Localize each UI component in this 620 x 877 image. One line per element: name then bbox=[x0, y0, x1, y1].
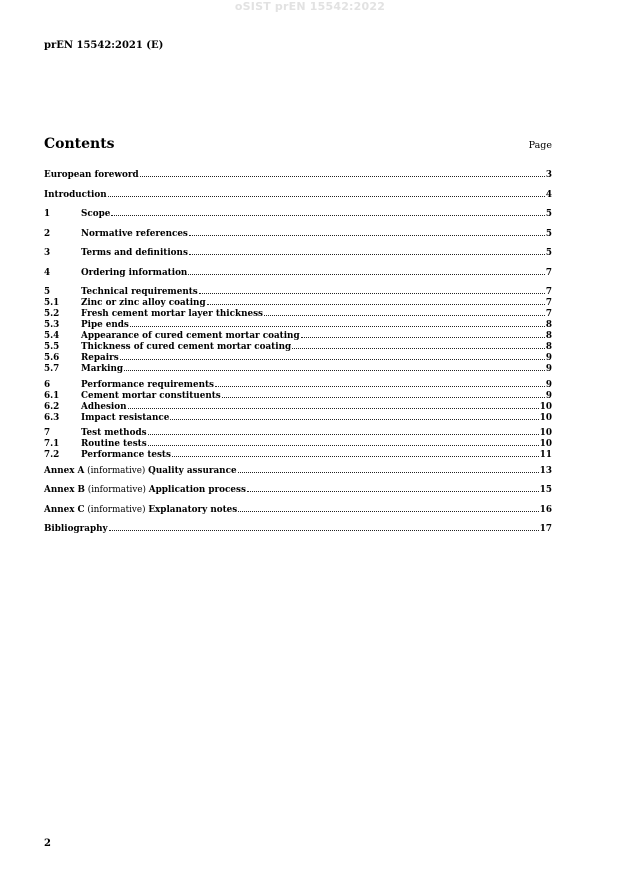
toc-entry-number: 7.2 bbox=[44, 450, 60, 461]
toc-entry-title-text: Test methods bbox=[81, 428, 147, 439]
dot-leader bbox=[128, 401, 539, 409]
toc-entry-page: 9 bbox=[545, 353, 552, 363]
toc-entry[interactable] bbox=[44, 247, 552, 258]
toc-entry[interactable] bbox=[44, 390, 552, 401]
toc-entry-title-text: European foreword bbox=[44, 170, 139, 180]
toc-entry-title-text: Technical requirements bbox=[81, 287, 198, 297]
toc-entry-title bbox=[81, 209, 110, 220]
toc-entry-number: 2 bbox=[44, 228, 51, 239]
toc-entry-title bbox=[81, 439, 147, 450]
toc-entry-title-text: Thickness of cured cement mortar coating bbox=[81, 342, 292, 352]
toc-entry-number: 6.3 bbox=[44, 412, 60, 423]
toc-entry-page: 7 bbox=[545, 309, 552, 319]
toc-entry-title-text: Ordering information bbox=[81, 267, 188, 278]
toc-entry[interactable] bbox=[44, 267, 552, 278]
toc-entry-title-text: Performance tests bbox=[81, 450, 171, 461]
toc-entry[interactable] bbox=[44, 504, 552, 515]
toc-entry-title-text: Bibliography bbox=[44, 524, 108, 535]
toc-entry-page: 9 bbox=[545, 390, 552, 401]
dot-leader bbox=[238, 465, 539, 473]
toc-entry-page: 5 bbox=[545, 209, 552, 219]
toc-entry-number: 5.5 bbox=[44, 342, 60, 352]
dot-leader bbox=[301, 330, 545, 338]
toc-entry-page: 7 bbox=[545, 267, 552, 278]
toc-entry-title bbox=[81, 331, 300, 342]
toc-entry-page: 10 bbox=[539, 401, 552, 412]
toc-entry-title-text: Normative references bbox=[81, 228, 188, 239]
annex-title: Quality assurance bbox=[148, 465, 237, 476]
toc-entry[interactable] bbox=[44, 330, 552, 341]
toc-entry-title bbox=[44, 170, 139, 181]
dot-leader bbox=[215, 379, 545, 387]
dot-leader bbox=[148, 427, 539, 435]
toc-entry-number: 5.4 bbox=[44, 331, 60, 341]
toc-entry-page: 10 bbox=[539, 412, 552, 423]
dot-leader bbox=[247, 484, 539, 492]
toc-entry-title bbox=[81, 413, 169, 424]
toc-entry[interactable] bbox=[44, 412, 552, 423]
toc-entry-title-text: Annex C bbox=[44, 504, 85, 515]
dot-leader bbox=[124, 363, 545, 371]
dot-leader bbox=[207, 297, 545, 305]
toc-entry-title-text: Terms and definitions bbox=[81, 248, 188, 258]
toc-entry-page: 8 bbox=[545, 331, 552, 341]
toc-entry-number: 6 bbox=[44, 379, 51, 390]
toc-entry[interactable] bbox=[44, 319, 552, 330]
toc-entry-number: 5 bbox=[44, 287, 51, 297]
document-id: prEN 15542:2021 (E) bbox=[44, 40, 164, 51]
toc-entry-number: 6.2 bbox=[44, 401, 60, 412]
toc-entry-page: 5 bbox=[545, 248, 552, 258]
toc-entry-title bbox=[81, 364, 123, 375]
toc-entry-title bbox=[81, 268, 187, 279]
toc-entry-number: 6.1 bbox=[44, 390, 60, 401]
dot-leader bbox=[189, 247, 545, 255]
dot-leader bbox=[109, 523, 539, 531]
toc-entry[interactable] bbox=[44, 308, 552, 319]
toc-entry-page: 10 bbox=[539, 428, 552, 439]
toc-entry-title-text: Annex B bbox=[44, 485, 85, 496]
toc-entry-page: 13 bbox=[539, 465, 552, 476]
toc-entry-page: 11 bbox=[539, 450, 552, 461]
toc-entry-title-text: Scope bbox=[81, 209, 111, 219]
toc-entry-title bbox=[81, 287, 198, 298]
toc-entry-page: 5 bbox=[545, 228, 552, 239]
toc-entry-title-text: Appearance of cured cement mortar coating bbox=[81, 331, 300, 341]
toc-entry-number: 5.7 bbox=[44, 364, 60, 374]
toc-entry-page: 7 bbox=[545, 287, 552, 297]
dot-leader bbox=[148, 438, 539, 446]
toc-entry-title bbox=[81, 428, 147, 439]
toc-entry-title-text: Impact resistance bbox=[81, 412, 170, 423]
toc-entry-title-text: Adhesion bbox=[81, 401, 127, 412]
toc-entry-page: 16 bbox=[539, 504, 552, 515]
dot-leader bbox=[130, 319, 545, 327]
toc-entry[interactable] bbox=[44, 208, 552, 219]
contents-heading: Contents bbox=[44, 136, 115, 152]
watermark: oSIST prEN 15542:2022 bbox=[234, 0, 386, 13]
toc-entry-page: 9 bbox=[545, 379, 552, 390]
dot-leader bbox=[189, 228, 545, 236]
toc-entry-page: 7 bbox=[545, 298, 552, 308]
annex-type: (informative) bbox=[84, 485, 149, 496]
toc-entry-number: 4 bbox=[44, 267, 51, 278]
toc-entry-title bbox=[81, 353, 119, 364]
toc-entry-number: 5.6 bbox=[44, 353, 60, 363]
dot-leader bbox=[264, 308, 545, 316]
toc-entry[interactable] bbox=[44, 438, 552, 449]
toc-entry[interactable] bbox=[44, 427, 552, 438]
annex-title: Application process bbox=[148, 485, 246, 496]
toc-entry-title-text: Marking bbox=[81, 364, 124, 374]
toc-entry[interactable] bbox=[44, 363, 552, 374]
toc-entry-number: 5.3 bbox=[44, 320, 60, 330]
toc-entry-title bbox=[81, 450, 171, 461]
page-column-label: Page bbox=[528, 140, 552, 151]
toc-entry[interactable] bbox=[44, 341, 552, 352]
toc-entry-page: 3 bbox=[545, 170, 552, 180]
toc-entry-page: 10 bbox=[539, 439, 552, 450]
dot-leader bbox=[111, 208, 545, 216]
toc-entry-title-text: Zinc or zinc alloy coating bbox=[81, 298, 206, 308]
dot-leader bbox=[292, 341, 545, 349]
dot-leader bbox=[188, 267, 545, 275]
toc-entry-page: 9 bbox=[545, 364, 552, 374]
toc-entry-page: 17 bbox=[539, 524, 552, 535]
toc-entry-title-text: Fresh cement mortar layer thickness bbox=[81, 309, 263, 319]
toc-entry-title bbox=[81, 402, 127, 413]
toc-entry-title bbox=[44, 505, 237, 516]
toc-entry-title-text: Routine tests bbox=[81, 439, 147, 450]
toc-entry[interactable] bbox=[44, 523, 552, 534]
toc-entry-title bbox=[44, 466, 237, 477]
page-number: 2 bbox=[44, 838, 51, 849]
dot-leader bbox=[140, 169, 545, 177]
toc-entry-title bbox=[81, 298, 206, 309]
toc-entry-number: 3 bbox=[44, 248, 51, 258]
dot-leader bbox=[199, 286, 545, 294]
toc-entry-title-text: Performance requirements bbox=[81, 379, 214, 390]
annex-type: (informative) bbox=[84, 504, 149, 515]
annex-type: (informative) bbox=[84, 465, 149, 476]
dot-leader bbox=[172, 449, 539, 457]
toc-entry[interactable] bbox=[44, 484, 552, 495]
toc-entry-title-text: Repairs bbox=[81, 353, 119, 363]
dot-leader bbox=[120, 352, 545, 360]
toc-entry[interactable] bbox=[44, 352, 552, 363]
toc-entry-number: 5.1 bbox=[44, 298, 60, 308]
toc-entry-title-text: Pipe ends bbox=[81, 320, 129, 330]
toc-entry-page: 4 bbox=[545, 189, 552, 200]
toc-entry-page: 8 bbox=[545, 320, 552, 330]
toc-entry[interactable] bbox=[44, 228, 552, 239]
toc-entry[interactable] bbox=[44, 401, 552, 412]
toc-entry-title-text: Cement mortar constituents bbox=[81, 390, 221, 401]
toc-entry[interactable] bbox=[44, 169, 552, 180]
toc-entry[interactable] bbox=[44, 297, 552, 308]
toc-entry-title-text: Introduction bbox=[44, 189, 107, 200]
annex-title: Explanatory notes bbox=[148, 504, 238, 515]
table-of-contents bbox=[44, 169, 552, 534]
dot-leader bbox=[108, 189, 545, 197]
dot-leader bbox=[170, 412, 538, 420]
toc-entry-title-text: Annex A bbox=[44, 465, 85, 476]
toc-entry-title bbox=[44, 524, 108, 535]
toc-entry-title bbox=[81, 229, 188, 240]
toc-entry-title bbox=[44, 190, 107, 201]
toc-entry[interactable] bbox=[44, 189, 552, 200]
toc-entry-page: 15 bbox=[539, 485, 552, 496]
toc-entry[interactable] bbox=[44, 465, 552, 476]
toc-entry-number: 7 bbox=[44, 428, 51, 439]
toc-entry[interactable] bbox=[44, 286, 552, 297]
toc-entry-page: 8 bbox=[545, 342, 552, 352]
toc-entry[interactable] bbox=[44, 449, 552, 460]
toc-entry-number: 5.2 bbox=[44, 309, 60, 319]
toc-entry-title bbox=[81, 380, 214, 391]
toc-entry-title bbox=[81, 320, 129, 331]
toc-entry-number: 7.1 bbox=[44, 439, 60, 450]
toc-entry-number: 1 bbox=[44, 209, 51, 219]
toc-entry-title bbox=[44, 485, 246, 496]
dot-leader bbox=[222, 390, 545, 398]
toc-entry-title bbox=[81, 248, 188, 259]
dot-leader bbox=[238, 504, 539, 512]
toc-entry[interactable] bbox=[44, 379, 552, 390]
